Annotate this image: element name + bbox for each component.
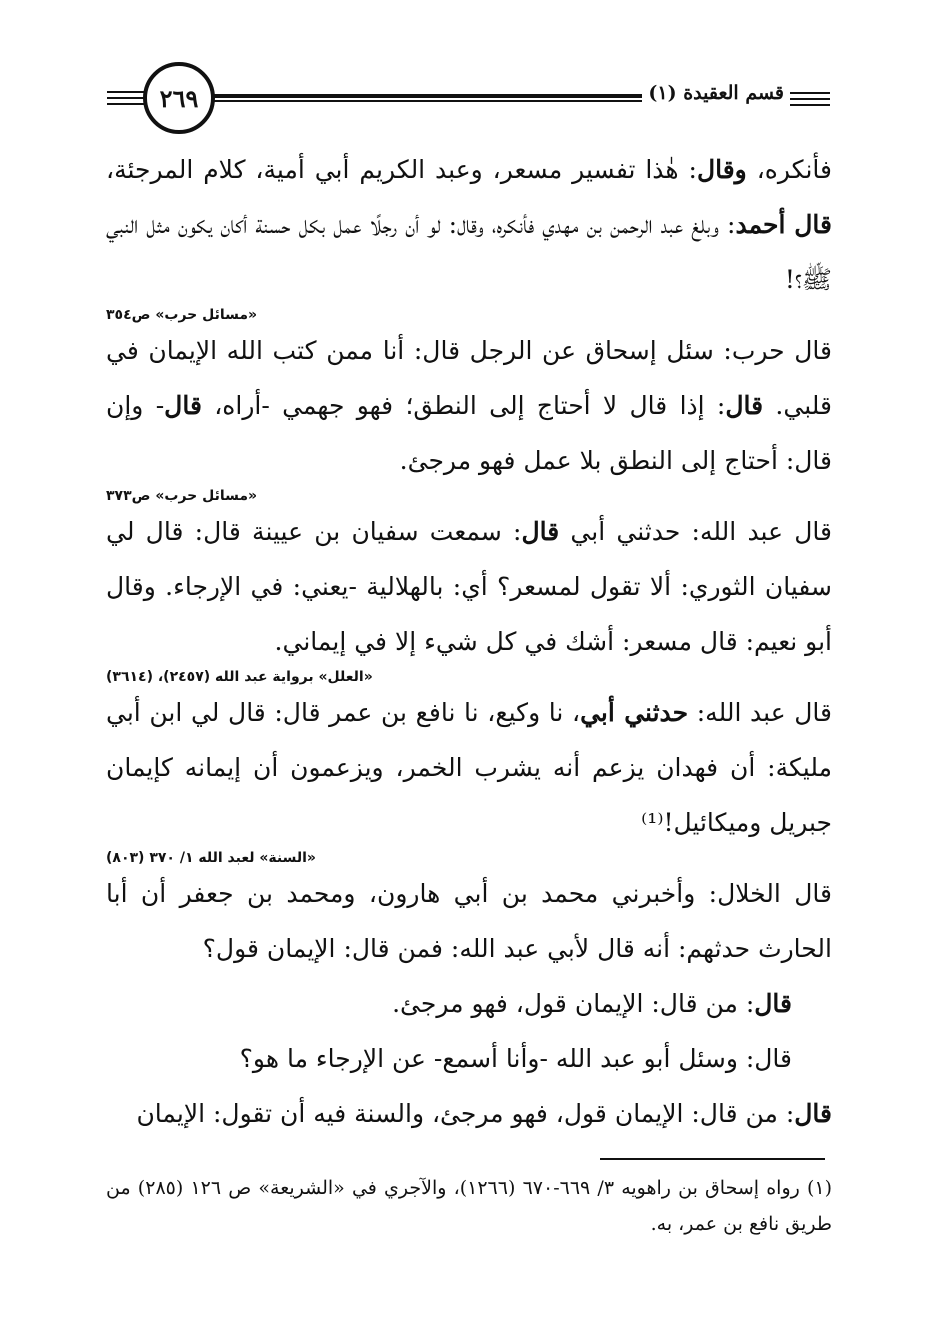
section-title: قسم العقيدة (١)	[642, 82, 790, 104]
text-segment: قال حرب: سئل إسحاق عن الرجل قال: أنا ممن كتب الله الإيمان في قلبي.	[106, 336, 832, 420]
text-segment: : إذا قال لا أحتاج إلى النطق؛ فهو جهمي -أراه،	[201, 391, 726, 420]
source-reference: «العلل» برواية عبد الله (٢٤٥٧)، (٣٦١٤)	[106, 669, 373, 685]
text-segment: قال: وسئل أبو عبد الله -وأنا أسمع- عن الإرجاء ما هو؟	[239, 1044, 792, 1073]
paragraph	[106, 685, 832, 850]
body-text	[106, 142, 832, 1141]
paragraph	[106, 976, 832, 1031]
paragraph	[106, 1086, 832, 1141]
text-segment: ، نا وكيع، نا نافع بن عمر قال: قال لي ابن أبي مليكة: أن فهدان يزعم أنه يشرب الخمر، ويزعمون أن إيمانه كإيمان جبريل وميكائيل!⁽¹⁾	[106, 698, 832, 837]
text-segment: قال الخلال: وأخبرني محمد بن أبي هارون، ومحمد بن جعفر أن أبا الحارث حدثهم: أنه قال لأبي عبد الله: فمن قال: الإيمان قول؟	[106, 879, 832, 963]
footnote-separator	[600, 1158, 825, 1160]
text-segment: حدثني أبي	[580, 698, 689, 727]
text-segment: قال عبد الله: حدثني أبي	[559, 517, 832, 546]
footnote: (١) رواه إسحاق بن راهويه ٣/ ٦٦٩-٦٧٠ (١٢٦٦)، والآجري في «الشريعة» ص ١٢٦ (٢٨٥) من طريق نافع بن عمر، به.	[106, 1177, 833, 1235]
source-reference: «السنة» لعبد الله ١/ ٣٧٠ (٨٠٣)	[106, 850, 316, 866]
text-segment: : من قال: الإيمان قول، فهو مرجئ، والسنة فيه أن تقول: الإيمان	[136, 1099, 795, 1128]
text-segment: قال	[725, 391, 764, 420]
text-segment: قال	[794, 1099, 832, 1128]
text-segment: قال عبد الله:	[688, 698, 832, 727]
paragraph	[106, 1031, 832, 1086]
text-segment: : وبلغ عبد الرحمن بن مهدي فأنكره، وقال: لو أن رجلًا عمل بكل حسنة أكان يكون مثل النبي ﷺ؟!	[106, 210, 832, 294]
text-segment: قال أحمد	[735, 210, 832, 239]
text-segment: فأنكره،	[746, 155, 832, 184]
paragraph	[106, 142, 832, 307]
paragraph	[106, 504, 832, 669]
text-segment: وقال	[696, 155, 747, 184]
paragraph	[106, 323, 832, 488]
page-number: ٢٦٩	[143, 62, 215, 134]
text-segment: : سمعت سفيان بن عيينة قال: قال لي سفيان الثوري: ألا تقول لمسعر؟ أي: بالهلالية -يعني: في الإرجاء. وقال أبو نعيم: قال مسعر: أشك في كل شيء إلا في إيماني.	[106, 517, 832, 656]
source-reference: «مسائل حرب» ص٣٧٣	[106, 488, 258, 504]
text-segment: قال	[754, 989, 792, 1018]
source-reference: «مسائل حرب» ص٣٥٤	[106, 307, 258, 323]
paragraph	[106, 866, 832, 976]
text-segment: : من قال: الإيمان قول، فهو مرجئ.	[392, 989, 755, 1018]
text-segment: قال	[164, 391, 202, 420]
header-rule-right	[790, 92, 830, 94]
text-segment: - وإن قال: أحتاج إلى النطق بلا عمل فهو مرجئ.	[106, 391, 832, 475]
text-segment: قال	[521, 517, 560, 546]
text-segment: : هٰذا تفسير مسعر، وعبد الكريم أبي أمية، كلام المرجئة،	[106, 155, 697, 184]
